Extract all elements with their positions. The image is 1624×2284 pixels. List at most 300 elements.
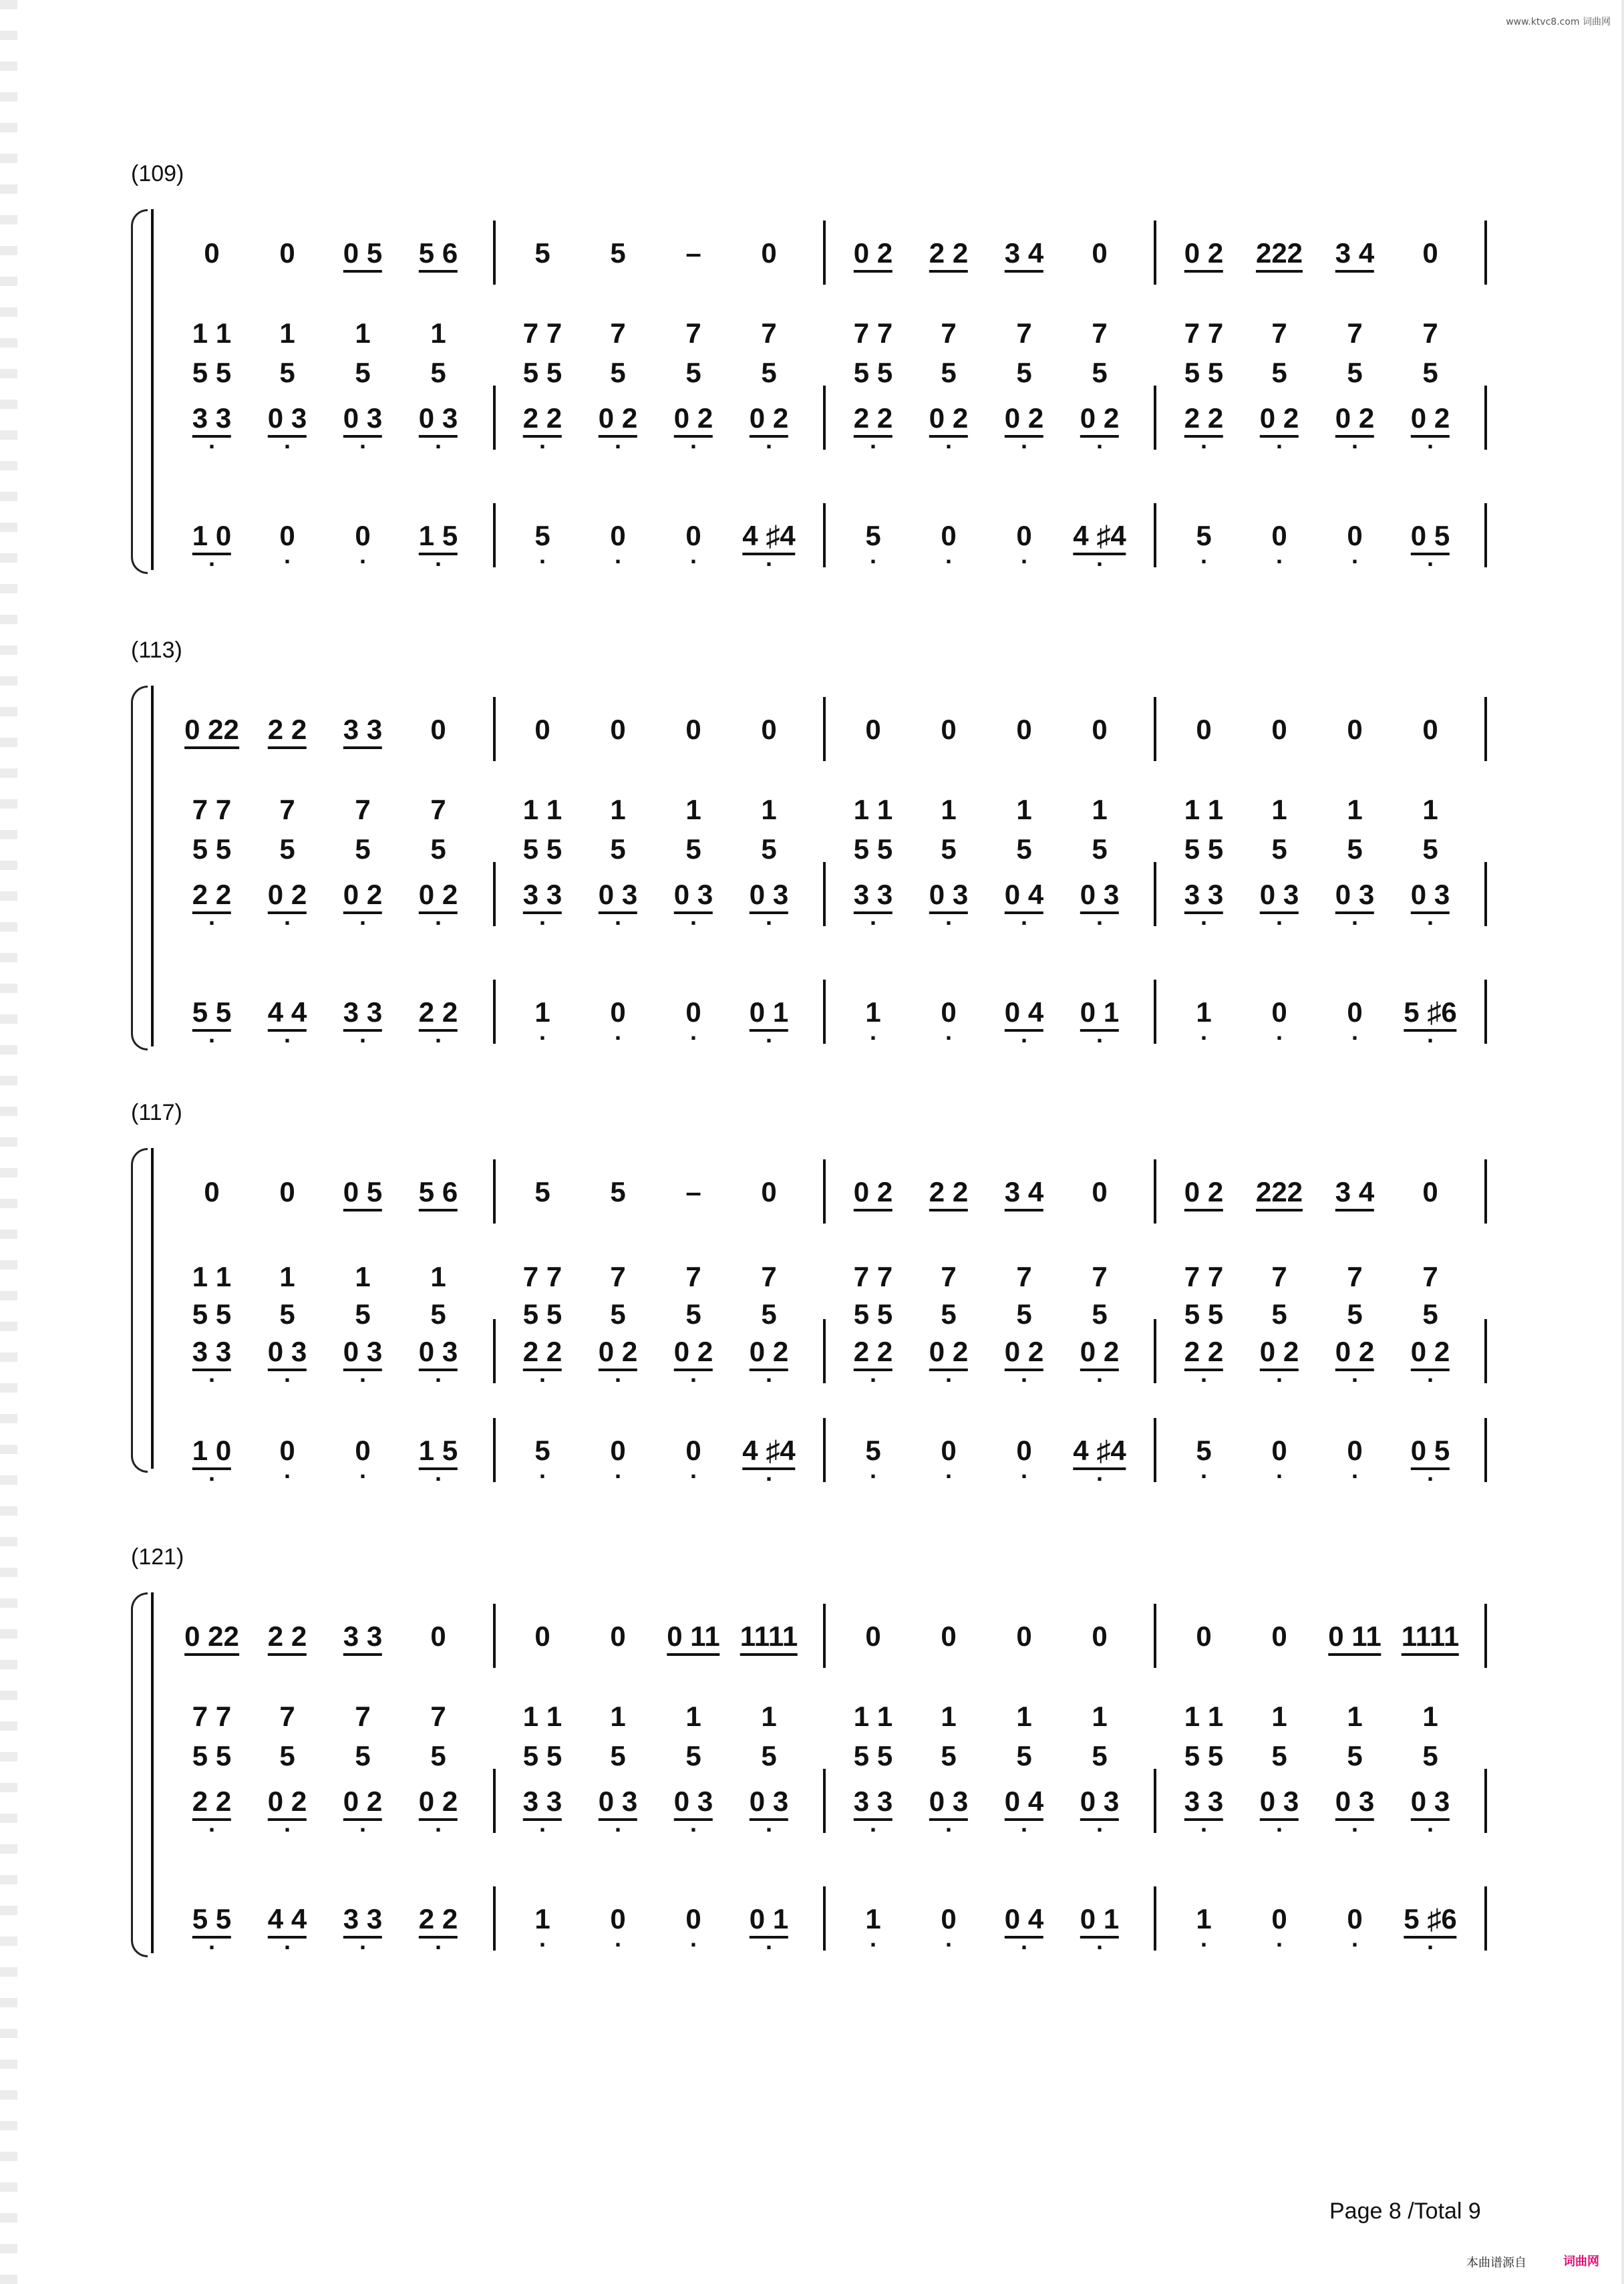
chord-mid-note: 5 — [430, 1298, 446, 1330]
side-watermark — [0, 0, 17, 2284]
barline — [1154, 1886, 1156, 1951]
bass-note: 0 . — [1271, 998, 1287, 1026]
melody-note: 0 5 — [343, 1178, 382, 1211]
chord-low-note: 0 3 . — [419, 1338, 458, 1371]
bass-note: 0 . — [941, 522, 956, 550]
chord-mid-note: 5 — [610, 833, 626, 865]
bass-note: 0 . — [279, 522, 295, 550]
chord-low-note: 0 3 . — [750, 1788, 788, 1821]
barline — [1484, 1159, 1487, 1224]
chord-low-note: 0 3 . — [1335, 1788, 1374, 1821]
chord-top-note: 1 — [355, 1261, 371, 1292]
barline — [823, 1319, 826, 1383]
chord-low-note: 2 2 . — [192, 881, 231, 914]
chord-mid-note: 5 — [355, 1298, 371, 1330]
chord-low-note: 0 2 . — [419, 1788, 458, 1821]
chord-low-note: 2 2 . — [192, 1788, 231, 1821]
chord-mid-note: 5 — [610, 357, 626, 388]
chord-low-note: 3 3 . — [523, 881, 562, 914]
chord-mid-note: 5 — [1422, 833, 1438, 865]
bass-note: 5 . — [865, 1437, 880, 1465]
chord-mid-note: 5 — [279, 1740, 295, 1771]
bass-note: 4 4 . — [268, 998, 307, 1032]
chord-mid-note: 5 — [685, 1298, 701, 1330]
system-start-bar — [151, 1148, 154, 1469]
chord-low-note: 0 3 . — [1411, 1788, 1450, 1821]
chord-top-note: 1 — [941, 1701, 957, 1732]
chord-top-note: 1 — [685, 1701, 701, 1732]
chord-top-note: 1 — [1092, 1701, 1108, 1732]
chord-mid-note: 5 5 — [522, 1298, 562, 1330]
chord-low-note: 0 2 . — [750, 404, 788, 438]
chord-mid-note: 5 — [1347, 1740, 1363, 1771]
melody-note: 0 — [1092, 237, 1108, 269]
chord-low-note: 0 2 . — [599, 404, 637, 438]
bass-note: 0 1 . — [1080, 998, 1119, 1032]
bass-note: 0 . — [355, 1437, 370, 1465]
chord-top-note: 1 — [279, 317, 295, 349]
chord-mid-note: 5 — [430, 357, 446, 388]
bass-note: 0 . — [1016, 1437, 1031, 1465]
chord-mid-note: 5 — [430, 1740, 446, 1771]
chord-top-note: 7 — [941, 317, 957, 349]
chord-mid-note: 5 — [279, 833, 295, 865]
chord-top-note: 7 7 — [522, 1261, 562, 1292]
barline — [1484, 503, 1487, 567]
chord-top-note: 1 — [1347, 1701, 1363, 1732]
bass-note: 4 ♯4 . — [1073, 522, 1126, 555]
bass-note: 5 . — [865, 522, 880, 550]
chord-low-note: 0 2 . — [268, 1788, 307, 1821]
melody-note: 0 — [1422, 714, 1438, 745]
melody-note: 0 — [1092, 1176, 1108, 1207]
bass-note: 0 . — [1347, 998, 1362, 1026]
bass-note: 0 . — [1347, 1437, 1362, 1465]
barline — [823, 386, 826, 450]
chord-low-note: 0 2 . — [343, 881, 382, 914]
chord-mid-note: 5 — [761, 357, 777, 388]
melody-note: 0 2 — [1184, 1178, 1223, 1211]
chord-top-note: 7 — [761, 317, 777, 349]
melody-note: 0 — [761, 714, 777, 745]
barline — [823, 980, 826, 1044]
bass-note: 0 5 . — [1411, 522, 1450, 555]
chord-low-note: 2 2 . — [854, 404, 892, 438]
melody-note: 5 6 — [419, 1178, 458, 1211]
barline — [1154, 1319, 1156, 1383]
melody-note: 0 — [430, 714, 446, 745]
bass-note: 0 . — [1347, 1905, 1362, 1933]
barline — [1154, 1769, 1156, 1833]
melody-note: 1111 — [1402, 1622, 1459, 1656]
chord-mid-note: 5 — [761, 1740, 777, 1771]
chord-top-note: 7 — [279, 794, 295, 825]
melody-note: 0 — [279, 237, 295, 269]
bass-note: 0 . — [610, 1905, 625, 1933]
site-url: www.ktvc8.com 词曲网 — [1506, 17, 1611, 27]
system-brace — [131, 1592, 148, 1957]
chord-low-note: 0 3 . — [343, 1338, 382, 1371]
melody-note: 0 — [610, 714, 626, 745]
bass-note: 4 ♯4 . — [742, 522, 795, 555]
chord-top-note: 1 — [1271, 1701, 1287, 1732]
melody-note: 0 22 — [184, 716, 239, 749]
system-brace — [131, 686, 148, 1050]
bass-note: 0 5 . — [1411, 1437, 1450, 1470]
chord-top-note: 7 — [1016, 1261, 1032, 1292]
barline — [1154, 503, 1156, 567]
melody-note: 1111 — [740, 1622, 798, 1656]
chord-low-note: 2 2 . — [523, 1338, 562, 1371]
chord-low-note: 3 3 . — [854, 1788, 892, 1821]
chord-low-note: 0 3 . — [1260, 1788, 1299, 1821]
bass-note: 0 4 . — [1005, 1905, 1043, 1939]
chord-top-note: 1 1 — [192, 317, 232, 349]
chord-top-note: 7 — [685, 1261, 701, 1292]
chord-top-note: 7 7 — [853, 1261, 893, 1292]
chord-top-note: 1 — [430, 1261, 446, 1292]
chord-mid-note: 5 — [761, 1298, 777, 1330]
chord-top-note: 7 — [355, 1701, 371, 1732]
chord-top-note: 1 1 — [853, 1701, 893, 1732]
chord-low-note: 3 3 . — [854, 881, 892, 914]
barline — [823, 221, 826, 285]
melody-note: 0 — [610, 1620, 626, 1652]
chord-mid-note: 5 5 — [522, 833, 562, 865]
bass-note: 0 . — [1271, 522, 1287, 550]
melody-note: 0 2 — [854, 239, 892, 273]
bass-note: 1 . — [1196, 1905, 1211, 1933]
melody-note: 0 — [1092, 1620, 1108, 1652]
bass-note: 0 1 . — [1080, 1905, 1119, 1939]
chord-top-note: 1 1 — [1184, 794, 1224, 825]
bass-note: 5 5 . — [192, 1905, 231, 1939]
chord-top-note: 1 — [430, 317, 446, 349]
bass-note: 5 ♯6 . — [1404, 1905, 1456, 1939]
chord-mid-note: 5 — [685, 1740, 701, 1771]
system-measure-number: (113) — [131, 637, 182, 663]
chord-top-note: 7 — [279, 1701, 295, 1732]
chord-mid-note: 5 — [941, 1740, 957, 1771]
barline — [1484, 1418, 1487, 1482]
chord-top-note: 7 — [610, 1261, 626, 1292]
melody-note: – — [685, 1176, 701, 1207]
melody-note: 0 — [941, 714, 957, 745]
chord-mid-note: 5 — [610, 1298, 626, 1330]
site-logo: 词曲网 — [1563, 2255, 1599, 2269]
chord-top-note: 7 — [1347, 1261, 1363, 1292]
bass-note: 0 . — [1016, 522, 1031, 550]
chord-top-note: 7 7 — [853, 317, 893, 349]
chord-mid-note: 5 5 — [853, 833, 893, 865]
chord-low-note: 0 2 . — [1080, 1338, 1119, 1371]
chord-top-note: 1 — [685, 794, 701, 825]
right-border — [1621, 0, 1624, 2284]
melody-note: 0 — [1347, 714, 1363, 745]
bass-note: 1 . — [534, 1905, 550, 1933]
chord-mid-note: 5 5 — [1184, 1740, 1224, 1771]
bass-note: 0 1 . — [750, 998, 788, 1032]
melody-note: 3 4 — [1005, 1178, 1043, 1211]
melody-note: 0 — [204, 1176, 220, 1207]
chord-top-note: 7 — [430, 794, 446, 825]
chord-low-note: 0 3 . — [674, 1788, 713, 1821]
chord-top-note: 1 1 — [853, 794, 893, 825]
chord-low-note: 0 2 . — [929, 1338, 968, 1371]
barline — [1484, 1604, 1487, 1668]
bass-note: 0 . — [610, 998, 625, 1026]
chord-mid-note: 5 — [1092, 357, 1108, 388]
barline — [493, 862, 496, 926]
chord-top-note: 1 — [1422, 1701, 1438, 1732]
melody-note: 0 — [1271, 1620, 1287, 1652]
bass-note: 0 . — [941, 998, 956, 1026]
melody-note: 3 3 — [343, 1622, 382, 1656]
chord-low-note: 0 3 . — [419, 404, 458, 438]
chord-top-note: 7 — [1422, 1261, 1438, 1292]
chord-mid-note: 5 — [279, 357, 295, 388]
chord-mid-note: 5 5 — [192, 833, 232, 865]
chord-top-note: 1 1 — [192, 1261, 232, 1292]
chord-low-note: 0 2 . — [1080, 404, 1119, 438]
melody-note: 222 — [1256, 239, 1303, 273]
melody-note: 0 — [941, 1620, 957, 1652]
bass-note: 0 . — [685, 1905, 701, 1933]
chord-mid-note: 5 — [1016, 1740, 1032, 1771]
bass-note: 4 4 . — [268, 1905, 307, 1939]
melody-note: 0 5 — [343, 239, 382, 273]
bass-note: 5 . — [1196, 522, 1211, 550]
melody-note: 0 11 — [667, 1622, 719, 1656]
chord-top-note: 7 — [1347, 317, 1363, 349]
chord-mid-note: 5 — [279, 1298, 295, 1330]
chord-top-note: 7 — [610, 317, 626, 349]
chord-mid-note: 5 — [941, 833, 957, 865]
bass-note: 0 . — [1271, 1437, 1287, 1465]
chord-top-note: 1 — [610, 1701, 626, 1732]
chord-low-note: 0 2 . — [1260, 404, 1299, 438]
chord-low-note: 0 2 . — [1005, 404, 1043, 438]
system-brace — [131, 1148, 148, 1473]
chord-low-note: 0 3 . — [750, 881, 788, 914]
bass-note: 1 5 . — [419, 1437, 458, 1470]
barline — [1484, 1769, 1487, 1833]
chord-mid-note: 5 5 — [1184, 357, 1224, 388]
barline — [1484, 862, 1487, 926]
melody-note: 0 — [1422, 1176, 1438, 1207]
barline — [823, 1769, 826, 1833]
chord-top-note: 7 — [355, 794, 371, 825]
chord-mid-note: 5 5 — [1184, 1298, 1224, 1330]
chord-top-note: 7 7 — [192, 794, 232, 825]
chord-low-note: 0 3 . — [929, 1788, 968, 1821]
chord-low-note: 0 4 . — [1005, 881, 1043, 914]
bass-note: 0 . — [1347, 522, 1362, 550]
melody-note: 0 — [761, 237, 777, 269]
page-number: Page 8 /Total 9 — [1329, 2198, 1481, 2224]
chord-low-note: 0 2 . — [929, 404, 968, 438]
bass-note: 5 . — [1196, 1437, 1211, 1465]
bass-note: 0 . — [610, 1437, 625, 1465]
chord-low-note: 0 2 . — [599, 1338, 637, 1371]
barline — [493, 221, 496, 285]
chord-low-note: 3 3 . — [1184, 1788, 1223, 1821]
bass-note: 0 . — [1271, 1905, 1287, 1933]
chord-low-note: 3 3 . — [1184, 881, 1223, 914]
melody-note: 0 — [761, 1176, 777, 1207]
chord-mid-note: 5 — [430, 833, 446, 865]
melody-note: 2 2 — [268, 1622, 307, 1656]
chord-low-note: 0 2 . — [419, 881, 458, 914]
barline — [1154, 980, 1156, 1044]
chord-top-note: 7 — [1016, 317, 1032, 349]
system-start-bar — [151, 1592, 154, 1953]
chord-low-note: 0 2 . — [343, 1788, 382, 1821]
chord-low-note: 2 2 . — [523, 404, 562, 438]
barline — [1154, 386, 1156, 450]
melody-note: 0 — [1196, 714, 1212, 745]
melody-note: 0 11 — [1328, 1622, 1381, 1656]
chord-low-note: 0 3 . — [1260, 881, 1299, 914]
chord-low-note: 0 3 . — [1411, 881, 1450, 914]
bass-note: 2 2 . — [419, 1905, 458, 1939]
chord-mid-note: 5 — [355, 357, 371, 388]
melody-note: 3 4 — [1335, 1178, 1374, 1211]
bass-note: 1 . — [1196, 998, 1211, 1026]
chord-mid-note: 5 — [1016, 357, 1032, 388]
bass-note: 1 . — [534, 998, 550, 1026]
chord-mid-note: 5 — [355, 1740, 371, 1771]
bass-note: 0 . — [355, 522, 370, 550]
melody-note: 2 2 — [929, 239, 968, 273]
chord-low-note: 0 2 . — [674, 404, 713, 438]
chord-top-note: 7 — [1271, 1261, 1287, 1292]
bass-note: 0 . — [685, 522, 701, 550]
chord-mid-note: 5 5 — [853, 1298, 893, 1330]
chord-low-note: 0 3 . — [929, 881, 968, 914]
chord-top-note: 7 7 — [522, 317, 562, 349]
chord-low-note: 0 3 . — [599, 881, 637, 914]
chord-top-note: 7 — [1422, 317, 1438, 349]
barline — [1154, 862, 1156, 926]
melody-note: 0 — [534, 714, 550, 745]
chord-top-note: 7 — [941, 1261, 957, 1292]
bass-note: 0 . — [685, 998, 701, 1026]
chord-low-note: 0 3 . — [674, 881, 713, 914]
chord-mid-note: 5 — [1347, 1298, 1363, 1330]
bass-note: 3 3 . — [343, 998, 382, 1032]
chord-mid-note: 5 — [685, 833, 701, 865]
chord-low-note: 0 2 . — [1005, 1338, 1043, 1371]
bass-note: 2 2 . — [419, 998, 458, 1032]
barline — [1484, 386, 1487, 450]
chord-low-note: 0 2 . — [750, 1338, 788, 1371]
chord-low-note: 0 2 . — [1411, 1338, 1450, 1371]
barline — [493, 1159, 496, 1224]
barline — [493, 1604, 496, 1668]
bass-note: 1 0 . — [192, 1437, 231, 1470]
chord-top-note: 1 — [941, 794, 957, 825]
chord-top-note: 7 — [761, 1261, 777, 1292]
chord-mid-note: 5 — [1422, 1298, 1438, 1330]
barline — [1484, 980, 1487, 1044]
chord-low-note: 0 2 . — [1335, 404, 1374, 438]
barline — [823, 1604, 826, 1668]
chord-mid-note: 5 — [1016, 833, 1032, 865]
barline — [823, 1418, 826, 1482]
chord-mid-note: 5 5 — [853, 357, 893, 388]
barline — [1154, 1418, 1156, 1482]
melody-note: 0 — [1196, 1620, 1212, 1652]
system-start-bar — [151, 209, 154, 570]
barline — [1484, 221, 1487, 285]
chord-low-note: 0 2 . — [1411, 404, 1450, 438]
chord-low-note: 3 3 . — [192, 404, 231, 438]
bass-note: 0 . — [941, 1437, 956, 1465]
barline — [1154, 697, 1156, 761]
chord-low-note: 2 2 . — [1184, 404, 1223, 438]
melody-note: 0 — [279, 1176, 295, 1207]
barline — [823, 503, 826, 567]
system-start-bar — [151, 686, 154, 1046]
chord-mid-note: 5 5 — [522, 357, 562, 388]
chord-top-note: 7 — [1271, 317, 1287, 349]
chord-top-note: 7 — [430, 1701, 446, 1732]
barline — [493, 697, 496, 761]
chord-top-note: 1 1 — [522, 1701, 562, 1732]
system-measure-number: (117) — [131, 1100, 182, 1125]
bass-note: 1 . — [865, 1905, 880, 1933]
chord-top-note: 7 7 — [192, 1701, 232, 1732]
chord-mid-note: 5 — [1092, 1298, 1108, 1330]
chord-mid-note: 5 — [1271, 833, 1287, 865]
melody-note: 0 — [430, 1620, 446, 1652]
melody-note: 5 — [610, 237, 626, 269]
melody-note: 3 4 — [1335, 239, 1374, 273]
melody-note: 0 — [204, 237, 220, 269]
bass-note: 0 . — [685, 1437, 701, 1465]
bass-note: 1 5 . — [419, 522, 458, 555]
melody-note: 0 2 — [1184, 239, 1223, 273]
barline — [493, 386, 496, 450]
chord-low-note: 0 3 . — [1080, 1788, 1119, 1821]
chord-top-note: 7 — [1092, 317, 1108, 349]
bass-note: 4 ♯4 . — [742, 1437, 795, 1470]
chord-mid-note: 5 — [1347, 357, 1363, 388]
chord-low-note: 3 3 . — [192, 1338, 231, 1371]
chord-low-note: 0 2 . — [1335, 1338, 1374, 1371]
barline — [1484, 1319, 1487, 1383]
chord-mid-note: 5 5 — [1184, 833, 1224, 865]
melody-note: 0 — [534, 1620, 550, 1652]
chord-mid-note: 5 — [941, 357, 957, 388]
melody-note: 0 — [685, 714, 701, 745]
chord-mid-note: 5 — [1271, 1740, 1287, 1771]
bass-note: 0 4 . — [1005, 998, 1043, 1032]
melody-note: 2 2 — [929, 1178, 968, 1211]
barline — [493, 503, 496, 567]
chord-top-note: 1 1 — [522, 794, 562, 825]
chord-mid-note: 5 — [610, 1740, 626, 1771]
barline — [493, 1418, 496, 1482]
bass-note: 3 3 . — [343, 1905, 382, 1939]
bass-note: 5 5 . — [192, 998, 231, 1032]
chord-mid-note: 5 — [1347, 833, 1363, 865]
chord-top-note: 1 — [761, 1701, 777, 1732]
chord-low-note: 3 3 . — [523, 1788, 562, 1821]
bass-note: 0 . — [941, 1905, 956, 1933]
chord-top-note: 1 — [761, 794, 777, 825]
